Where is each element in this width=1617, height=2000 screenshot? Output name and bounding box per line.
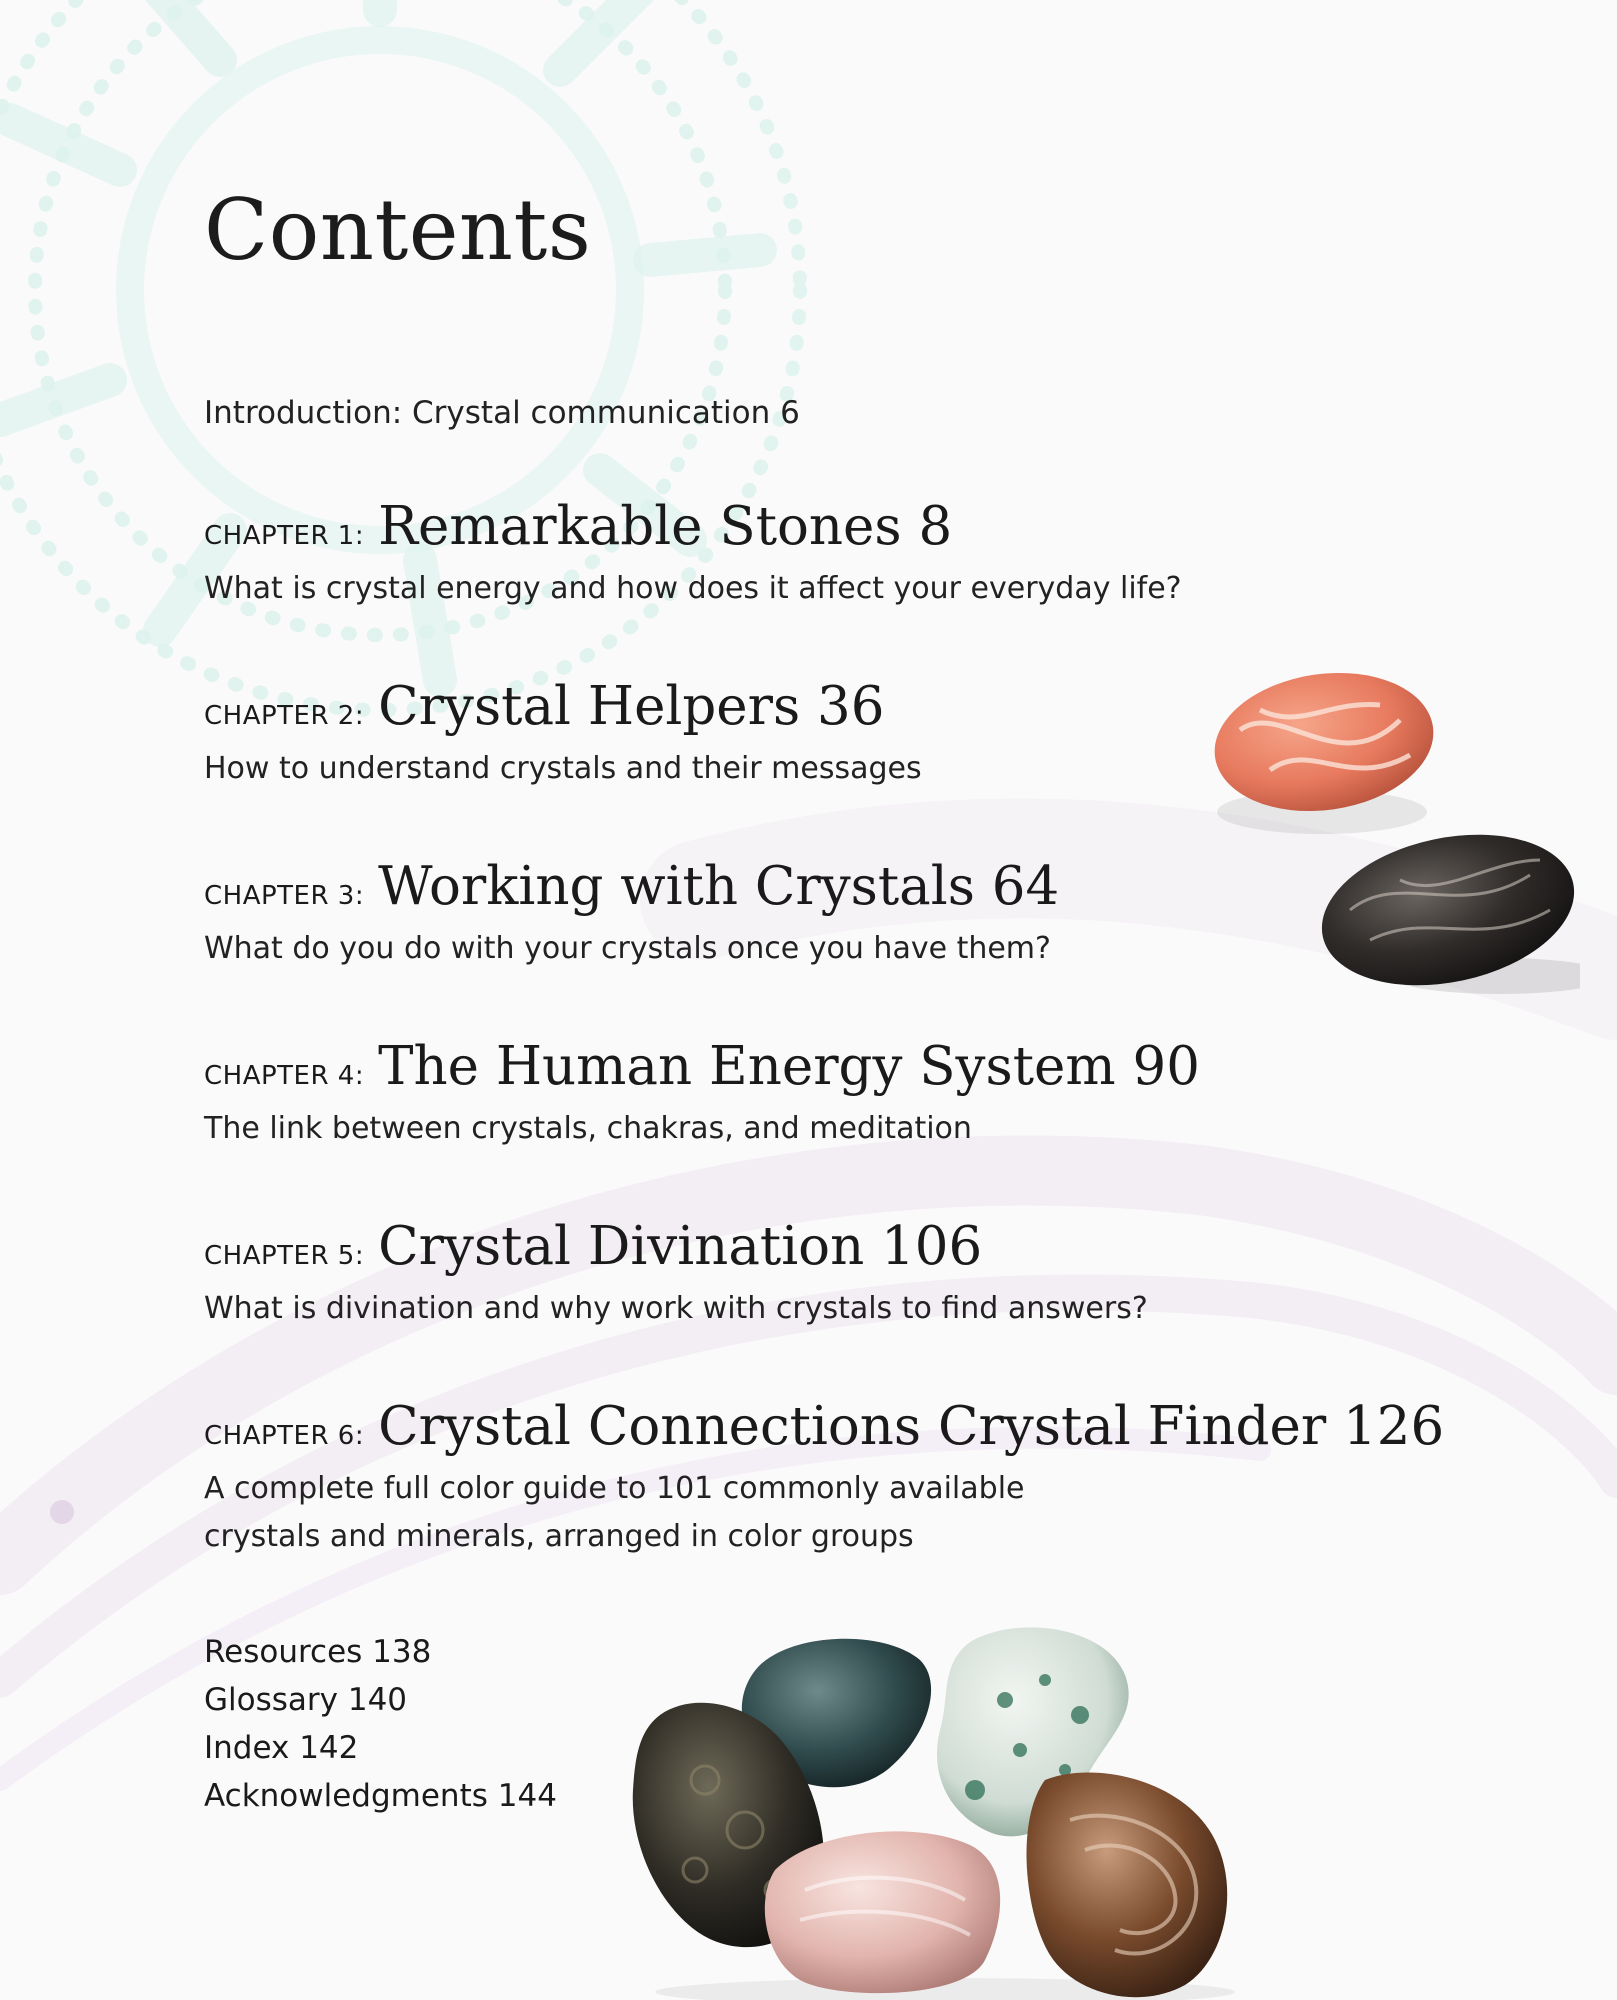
chapter-description: What is crystal energy and how does it affect your everyday life? <box>204 571 1182 606</box>
chapter-label: CHAPTER 2: <box>204 701 365 731</box>
toc-chapter-5 <box>204 1216 1344 1333</box>
chapter-description: The link between crystals, chakras, and meditation <box>204 1111 972 1146</box>
toc-introduction: Introduction: Crystal communication 6 <box>204 395 800 431</box>
page-title: Contents <box>204 181 592 279</box>
toc-chapter-4 <box>204 1036 1344 1153</box>
chapter-title: Remarkable Stones 8 <box>378 496 953 557</box>
toc-chapter-1 <box>204 496 1344 613</box>
toc-chapter-3 <box>204 856 1344 973</box>
toc-backmatter <box>204 1628 557 1820</box>
chapter-description: What do you do with your crystals once you have them? <box>204 931 1051 966</box>
chapter-title: Crystal Divination 106 <box>378 1216 983 1277</box>
chapter-label: CHAPTER 3: <box>204 881 365 911</box>
toc-resources: Resources 138 <box>204 1634 432 1670</box>
toc-glossary: Glossary 140 <box>204 1682 408 1718</box>
chapter-description: What is divination and why work with crystals to find answers? <box>204 1291 1148 1326</box>
toc-index: Index 142 <box>204 1730 359 1766</box>
chapter-label: CHAPTER 1: <box>204 521 365 551</box>
chapter-title: The Human Energy System 90 <box>378 1036 1200 1097</box>
chapter-description: How to understand crystals and their messages <box>204 751 922 786</box>
chapter-title: Working with Crystals 64 <box>378 856 1060 917</box>
toc-acknowledgments: Acknowledgments 144 <box>204 1778 557 1814</box>
chapter-title: Crystal Helpers 36 <box>378 676 885 737</box>
chapter-description: A complete full color guide to 101 commonly available crystals and minerals, arranged in color groups <box>204 1471 1025 1554</box>
chapter-label: CHAPTER 4: <box>204 1061 365 1091</box>
chapter-title: Crystal Connections Crystal Finder 126 <box>378 1396 1445 1457</box>
chapter-label: CHAPTER 5: <box>204 1241 365 1271</box>
chapter-label: CHAPTER 6: <box>204 1421 365 1451</box>
toc-chapter-6 <box>204 1396 1445 1561</box>
toc-chapter-2 <box>204 676 1344 793</box>
